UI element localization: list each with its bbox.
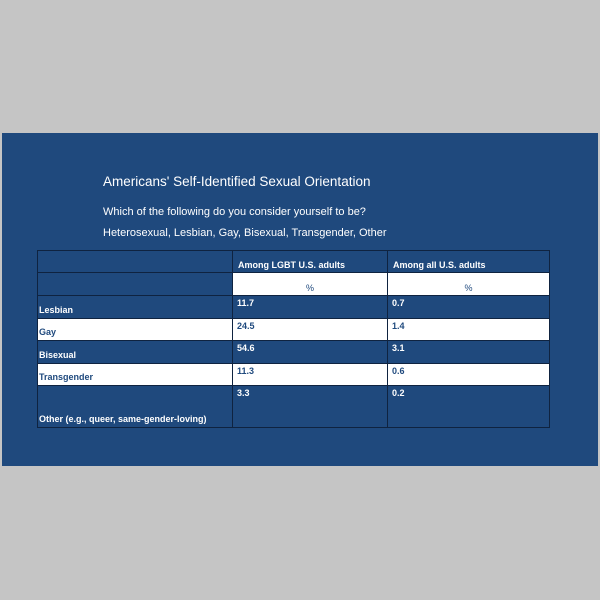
table-unit-row: [38, 273, 549, 296]
row-label: Gay: [38, 319, 233, 340]
unit-all: %: [388, 273, 549, 295]
value-lgbt: 24.5: [233, 319, 388, 340]
header-empty-cell: [38, 251, 233, 272]
table-row: [38, 386, 549, 427]
value-all: 0.2: [388, 386, 549, 427]
survey-question: Which of the following do you consider yourself to be?: [103, 206, 366, 218]
column-header-lgbt: Among LGBT U.S. adults: [233, 251, 388, 272]
row-label: Lesbian: [38, 296, 233, 318]
table-row: [38, 319, 549, 341]
table-header-row: [38, 251, 549, 273]
value-all: 1.4: [388, 319, 549, 340]
value-lgbt: 11.7: [233, 296, 388, 318]
row-label: Bisexual: [38, 341, 233, 363]
value-all: 3.1: [388, 341, 549, 363]
unit-empty-cell: [38, 273, 233, 295]
column-header-all: Among all U.S. adults: [388, 251, 549, 272]
unit-lgbt: %: [233, 273, 388, 295]
value-lgbt: 3.3: [233, 386, 388, 427]
value-all: 0.6: [388, 364, 549, 385]
table-row: [38, 341, 549, 364]
row-label: Transgender: [38, 364, 233, 385]
value-all: 0.7: [388, 296, 549, 318]
row-label: Other (e.g., queer, same-gender-loving): [38, 386, 233, 427]
table-row: [38, 364, 549, 386]
data-table: [37, 250, 550, 428]
value-lgbt: 11.3: [233, 364, 388, 385]
chart-title: Americans' Self-Identified Sexual Orientation: [103, 174, 371, 189]
table-row: [38, 296, 549, 319]
value-lgbt: 54.6: [233, 341, 388, 363]
survey-options: Heterosexual, Lesbian, Gay, Bisexual, Transgender, Other: [103, 227, 387, 239]
